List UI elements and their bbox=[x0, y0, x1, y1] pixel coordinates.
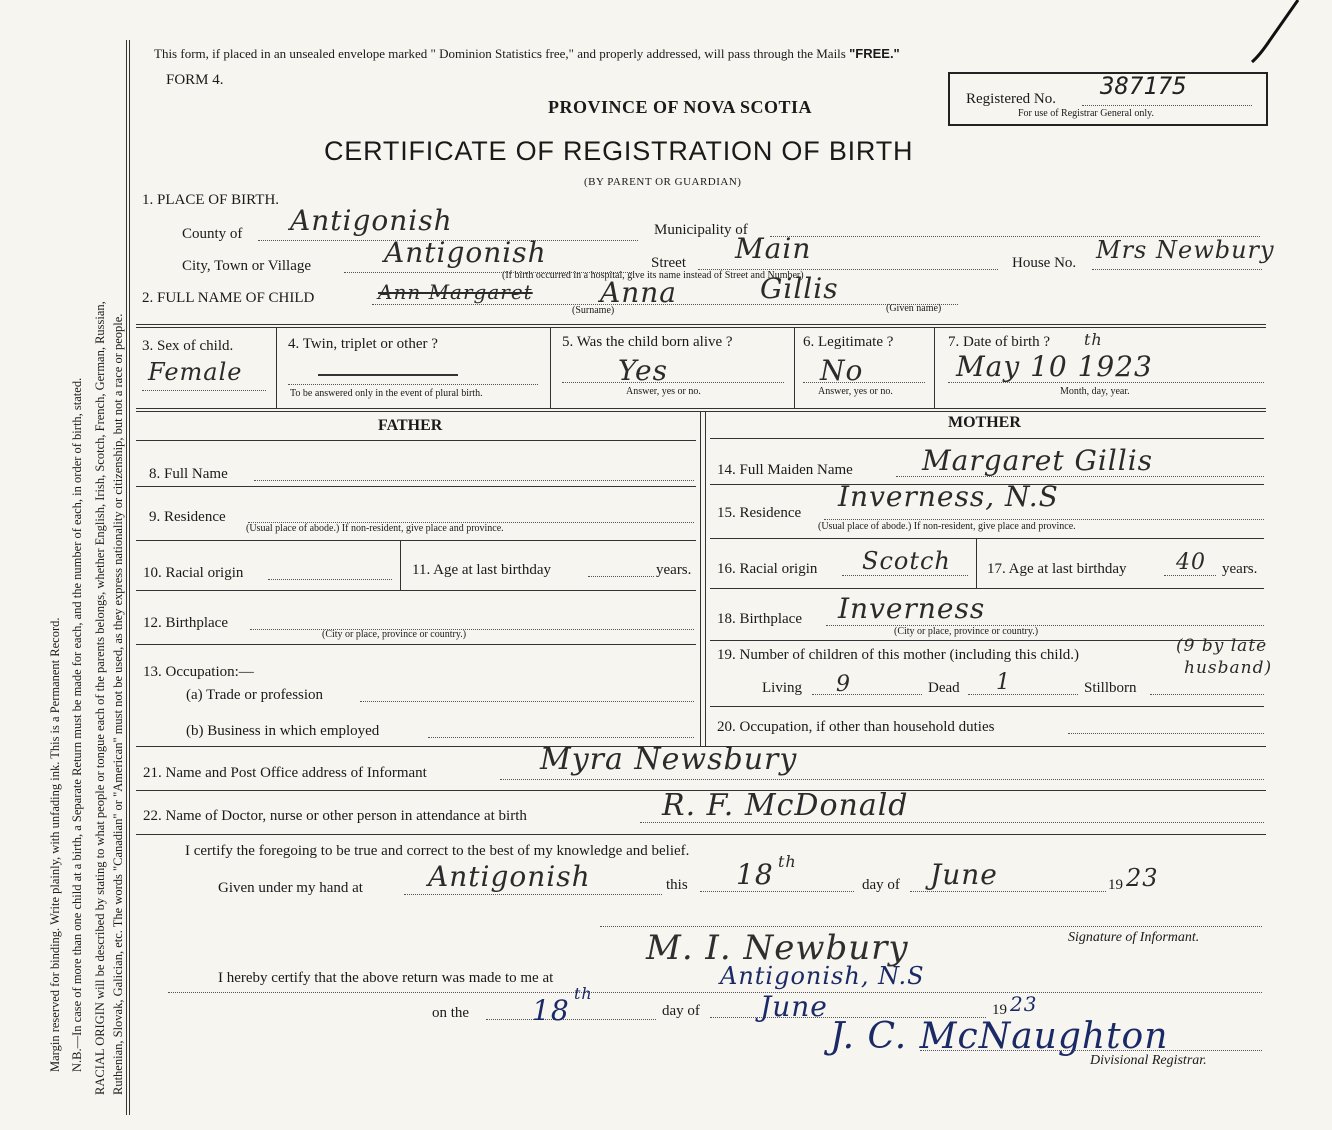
mother-dead-value: 1 bbox=[996, 670, 1011, 695]
registrar-signature: J. C. McNaughton bbox=[830, 1016, 1169, 1057]
father-rule-1 bbox=[136, 486, 696, 487]
father-name-dotline bbox=[254, 480, 694, 481]
informant-label: 21. Name and Post Office address of Informant bbox=[143, 765, 427, 781]
certify-day-dotline bbox=[700, 891, 854, 892]
mother-residence-dotline bbox=[824, 519, 1264, 520]
certify-statement: I certify the foregoing to be true and correct to the best of my knowledge and belief. bbox=[185, 843, 690, 859]
mother-children-value-b: husband) bbox=[1184, 658, 1273, 678]
father-birthplace-note: (City or place, province or country.) bbox=[322, 629, 467, 640]
mother-residence-note-b: If non-resident, give place and province. bbox=[913, 521, 1076, 532]
dob-value: May 10 1923 bbox=[956, 350, 1153, 383]
sex-value: Female bbox=[148, 358, 243, 386]
alive-dotline bbox=[562, 382, 784, 383]
informant-dotline bbox=[500, 779, 1264, 780]
row3-top-rule bbox=[136, 324, 1266, 328]
mother-racial-label: 16. Racial origin bbox=[717, 561, 818, 577]
registrar-note: For use of Registrar General only. bbox=[1018, 108, 1154, 119]
father-rule-2 bbox=[136, 540, 696, 541]
legitimate-note: Answer, yes or no. bbox=[818, 386, 893, 397]
father-racial-dotline bbox=[268, 579, 392, 580]
mother-stillborn-dotline bbox=[1150, 694, 1264, 695]
twin-note: To be answered only in the event of plural birth. bbox=[290, 388, 483, 399]
municipality-label: Municipality of bbox=[654, 222, 748, 238]
father-business-label: (b) Business in which employed bbox=[186, 723, 380, 739]
certificate-title: CERTIFICATE OF REGISTRATION OF BIRTH bbox=[324, 136, 914, 166]
row3-divider-2 bbox=[550, 328, 551, 408]
father-racial-label: 10. Racial origin bbox=[143, 565, 244, 581]
mother-living-dotline bbox=[812, 694, 922, 695]
row3-bottom-rule bbox=[136, 408, 1266, 412]
father-age-unit: years. bbox=[656, 562, 692, 578]
city-label: City, Town or Village bbox=[182, 258, 312, 274]
house-value: Mrs Newbury bbox=[1096, 236, 1275, 264]
informant-signature-caption: Signature of Informant. bbox=[1068, 930, 1200, 945]
legitimate-value: No bbox=[820, 354, 864, 387]
alive-value: Yes bbox=[618, 354, 668, 387]
registrar-signature-dotline bbox=[920, 1050, 1262, 1051]
margin-note-binding: Margin reserved for binding. Write plainly, with unfading ink. This is a Permanent Record. bbox=[48, 617, 62, 1072]
registrar-year-value: 23 bbox=[1010, 992, 1038, 1016]
mother-name-label: 14. Full Maiden Name bbox=[717, 462, 853, 478]
margin-note-multiple-births: N.B.—In case of more than one child at a birth, a Separate Return must be made for each, and the number of each, in order of birth, stated. bbox=[70, 377, 84, 1072]
registrar-caption: Divisional Registrar. bbox=[1090, 1053, 1207, 1068]
legitimate-label: 6. Legitimate ? bbox=[803, 334, 894, 350]
mother-stillborn-label: Stillborn bbox=[1084, 680, 1137, 696]
certify-this-label: this bbox=[666, 877, 688, 893]
surname-caption: (Surname) bbox=[572, 305, 615, 316]
mother-rule-5 bbox=[710, 706, 1264, 707]
mother-racial-divider bbox=[976, 538, 977, 588]
certify-day-of-label: day of bbox=[862, 877, 900, 893]
mother-rule-2 bbox=[710, 538, 1264, 539]
mother-residence-value: Inverness, N.S bbox=[838, 480, 1059, 513]
mother-age-unit: years. bbox=[1222, 561, 1258, 577]
father-rule-4 bbox=[136, 644, 696, 645]
father-birthplace-dotline bbox=[250, 629, 694, 630]
father-age-label: 11. Age at last birthday bbox=[412, 562, 551, 578]
mother-residence-note-a: (Usual place of abode.) bbox=[818, 521, 912, 532]
dob-label: 7. Date of birth ? bbox=[948, 334, 1051, 350]
given-place-value: Antigonish bbox=[428, 860, 591, 893]
doctor-label: 22. Name of Doctor, nurse or other person in attendance at birth bbox=[143, 808, 527, 824]
margin-note-racial-origin-2: Ruthenian, Slovak, Galician, etc. The words "Canadian" or "American" must not be used, as they express nationality or citizenship, but not a race or people. bbox=[111, 313, 125, 1095]
informant-value: Myra Newsbury bbox=[540, 742, 798, 777]
mother-dead-dotline bbox=[968, 694, 1078, 695]
informant-signature-dotline bbox=[600, 926, 1262, 927]
registered-dotline bbox=[1082, 105, 1252, 106]
sex-label: 3. Sex of child. bbox=[142, 338, 234, 354]
father-residence-note bbox=[246, 523, 504, 534]
father-racial-divider bbox=[400, 540, 401, 590]
registrar-day-dotline bbox=[486, 1019, 656, 1020]
father-heading: FATHER bbox=[378, 417, 443, 434]
father-residence-note-a: (Usual place of abode.) bbox=[246, 523, 340, 534]
mother-rule-3 bbox=[710, 588, 1264, 589]
mother-children-label: 19. Number of children of this mother (including this child.) bbox=[717, 647, 1080, 663]
mother-occupation-label: 20. Occupation, if other than household duties bbox=[717, 719, 995, 735]
parents-divider-a bbox=[700, 412, 701, 746]
father-residence-label: 9. Residence bbox=[149, 509, 226, 525]
mother-name-value: Margaret Gillis bbox=[922, 444, 1154, 477]
registrar-month-value: June bbox=[760, 990, 828, 1023]
parents-divider-b bbox=[705, 412, 706, 746]
father-name-label: 8. Full Name bbox=[149, 466, 228, 482]
alive-note: Answer, yes or no. bbox=[626, 386, 701, 397]
row3-divider-3 bbox=[794, 328, 795, 408]
registrar-statement: I hereby certify that the above return was made to me at bbox=[218, 970, 554, 986]
dob-note: Month, day, year. bbox=[1060, 386, 1130, 397]
margin-note-racial-origin-1: RACIAL ORIGIN will be described by stating to what people or tongue each of the parents belongs, whether English, Irish, Scotch, French, German, Russian, bbox=[93, 301, 107, 1095]
street-label: Street bbox=[651, 255, 686, 271]
mother-birthplace-value: Inverness bbox=[838, 592, 986, 625]
child-surname-value: Gillis bbox=[760, 272, 839, 305]
mother-dead-label: Dead bbox=[928, 680, 960, 696]
informant-signature: M. I. Newbury bbox=[646, 928, 909, 968]
registered-label: Registered No. bbox=[966, 91, 1056, 107]
certify-day-sup: th bbox=[778, 852, 797, 871]
father-age-dotline bbox=[588, 576, 654, 577]
child-given-value: Anna bbox=[600, 276, 677, 309]
dob-sup: th bbox=[1084, 330, 1103, 349]
registered-number: 387175 bbox=[1100, 72, 1187, 100]
father-birthplace-label: 12. Birthplace bbox=[143, 615, 228, 631]
certificate-subtitle: (BY PARENT OR GUARDIAN) bbox=[584, 176, 742, 188]
county-label: County of bbox=[182, 226, 243, 242]
mother-age-label: 17. Age at last birthday bbox=[987, 561, 1127, 577]
father-trade-label: (a) Trade or profession bbox=[186, 687, 324, 703]
alive-label: 5. Was the child born alive ? bbox=[562, 334, 733, 350]
certify-day-value: 18 bbox=[736, 858, 774, 891]
registrar-on-the-label: on the bbox=[432, 1005, 470, 1021]
certify-month-value: June bbox=[930, 858, 998, 891]
twin-dash-mark bbox=[318, 374, 458, 376]
doctor-value: R. F. McDonald bbox=[662, 788, 909, 823]
child-name-label: 2. FULL NAME OF CHILD bbox=[142, 290, 315, 306]
father-residence-note-b: If non-resident, give place and province. bbox=[341, 523, 504, 534]
street-value: Main bbox=[735, 232, 812, 265]
mother-residence-note bbox=[818, 521, 1076, 532]
father-heading-rule bbox=[136, 440, 696, 441]
mother-birthplace-note: (City or place, province or country.) bbox=[894, 626, 1039, 637]
form-number: FORM 4. bbox=[166, 72, 224, 88]
hospital-note: (If birth occurred in a hospital, give its name instead of Street and Number) bbox=[502, 270, 804, 281]
row3-divider-4 bbox=[934, 328, 935, 408]
city-value: Antigonish bbox=[384, 236, 547, 269]
sex-dotline bbox=[142, 390, 266, 391]
child-name-struck: Ann Margaret bbox=[378, 280, 533, 304]
house-label: House No. bbox=[1012, 255, 1077, 271]
mother-children-value-a: (9 by late bbox=[1176, 636, 1268, 656]
mail-notice bbox=[154, 46, 900, 62]
given-under-label: Given under my hand at bbox=[218, 880, 363, 896]
given-name-caption: (Given name) bbox=[886, 303, 942, 314]
doctor-rule bbox=[136, 834, 1266, 835]
mother-age-dotline bbox=[1164, 575, 1216, 576]
mother-age-value: 40 bbox=[1176, 550, 1206, 575]
father-business-dotline bbox=[428, 737, 694, 738]
ink-stroke-mark bbox=[1230, 0, 1300, 80]
row3-divider-1 bbox=[276, 328, 277, 408]
certify-year-value: 23 bbox=[1126, 864, 1159, 892]
mother-racial-dotline bbox=[842, 575, 968, 576]
binding-margin-line bbox=[126, 40, 127, 1115]
twin-dotline bbox=[288, 384, 538, 385]
registrar-day-value: 18 bbox=[532, 994, 570, 1027]
registrar-dotline-1 bbox=[168, 992, 1262, 993]
registrar-day-of-label: day of bbox=[662, 1003, 700, 1019]
county-value: Antigonish bbox=[290, 204, 453, 237]
given-place-dotline bbox=[404, 894, 662, 895]
certify-year-prefix: 19 bbox=[1108, 877, 1123, 893]
mother-racial-value: Scotch bbox=[862, 547, 951, 575]
ink-stroke-path bbox=[1252, 0, 1298, 62]
registrar-year-prefix: 19 bbox=[992, 1002, 1007, 1018]
mother-living-label: Living bbox=[762, 680, 802, 696]
registrar-day-sup: th bbox=[574, 984, 593, 1003]
certify-month-dotline bbox=[910, 891, 1106, 892]
mother-heading: MOTHER bbox=[948, 414, 1021, 431]
mother-birthplace-label: 18. Birthplace bbox=[717, 611, 802, 627]
mother-birthplace-dotline bbox=[826, 625, 1264, 626]
twin-label: 4. Twin, triplet or other ? bbox=[288, 336, 438, 352]
binding-margin-line-2 bbox=[129, 40, 130, 1115]
house-dotline bbox=[1092, 269, 1262, 270]
father-rule-3 bbox=[136, 590, 696, 591]
registrar-place-value: Antigonish, N.S bbox=[720, 962, 925, 990]
mail-notice-free: "FREE." bbox=[849, 46, 900, 61]
mail-notice-text: This form, if placed in an unsealed envelope marked " Dominion Statistics free," and properly addressed, will pass through the Mails bbox=[154, 46, 850, 61]
father-trade-dotline bbox=[360, 701, 694, 702]
mother-occupation-dotline bbox=[1068, 733, 1264, 734]
father-occupation-label: 13. Occupation:— bbox=[143, 664, 254, 680]
province-heading: PROVINCE OF NOVA SCOTIA bbox=[548, 97, 813, 117]
place-of-birth-label: 1. PLACE OF BIRTH. bbox=[142, 192, 280, 208]
mother-heading-rule bbox=[710, 438, 1264, 439]
mother-residence-label: 15. Residence bbox=[717, 505, 802, 521]
mother-living-value: 9 bbox=[836, 672, 851, 697]
